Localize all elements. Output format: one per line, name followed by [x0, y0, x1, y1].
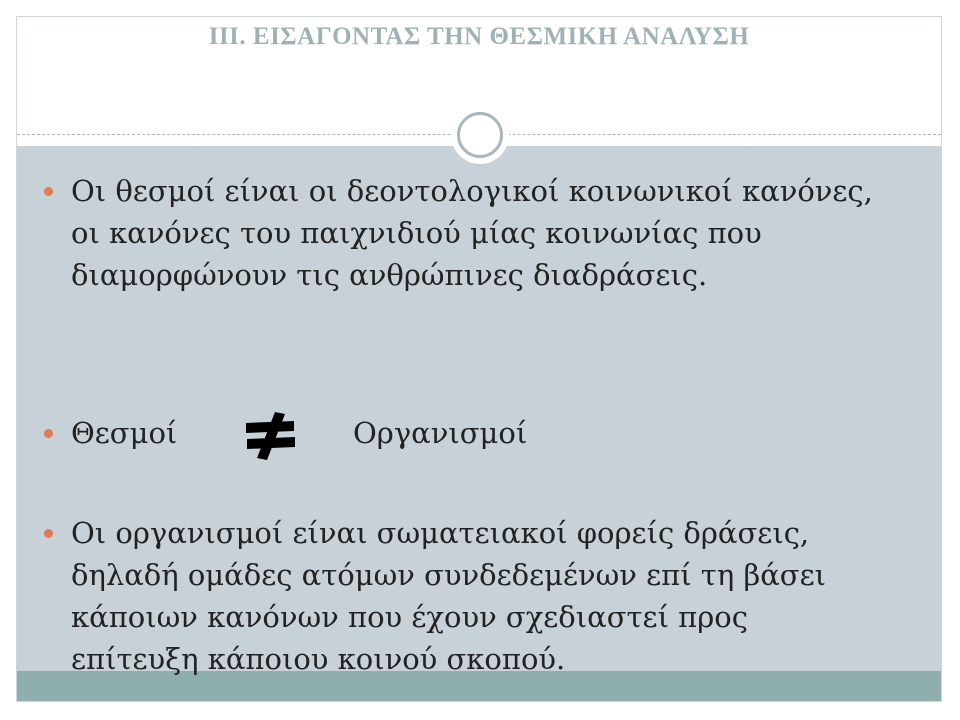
medallion-ornament: [451, 106, 509, 164]
bullet-dot-icon: [44, 187, 53, 196]
bullet-dot-icon: [44, 529, 53, 538]
bullet-line: οι κανόνες του παιχνιδιού μίας κοινωνίας που: [71, 216, 762, 250]
bullet-text: [71, 512, 931, 680]
bullet-line: δηλαδή ομάδες ατόμων συνδεδεμένων επί τη βάσει: [71, 558, 826, 592]
slide-title: III. ΕΙΣΑΓΟΝΤΑΣ ΤΗΝ ΘΕΣΜΙΚΗ ΑΝΑΛΥΣΗ: [208, 23, 750, 50]
bullet-line: επίτευξη κάποιου κοινού σκοπού.: [71, 642, 566, 676]
bullet-line: κάποιων κανόνων που έχουν σχεδιαστεί προς: [71, 600, 748, 634]
bullet-line: Οι οργανισμοί είναι σωματειακοί φορείς δράσεις,: [71, 516, 810, 550]
comparison-right-term: Οργανισμοί: [353, 416, 528, 450]
bullet-dot-icon: [44, 429, 53, 438]
bullet-line: διαμορφώνουν τις ανθρώπινες διαδράσεις.: [71, 258, 708, 292]
medallion-ring: [457, 112, 503, 158]
not-equal-icon: [242, 410, 300, 462]
comparison-left-term: Θεσμοί: [71, 416, 178, 450]
bullet-line: Οι θεσμοί είναι οι δεοντολογικοί κοινωνικοί κανόνες,: [71, 174, 873, 208]
bullet-text: [71, 170, 931, 296]
